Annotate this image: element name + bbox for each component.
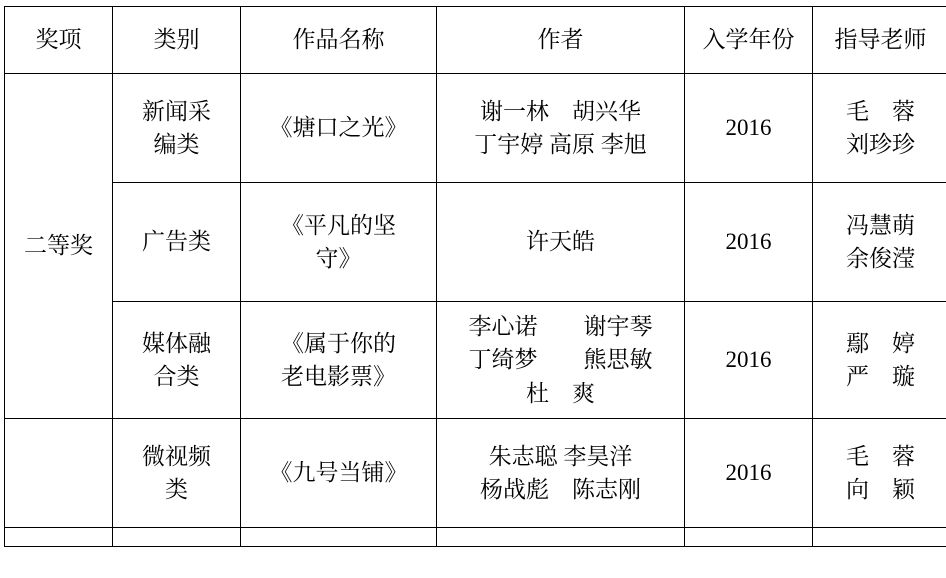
category-cell <box>113 302 241 419</box>
award-group-cell-empty <box>5 419 113 528</box>
advisor-line: 鄢 婷 <box>846 330 915 356</box>
enrollment-year-cell: 2016 <box>685 183 813 302</box>
table-row <box>5 302 946 419</box>
advisor-line: 毛 蓉 <box>846 443 915 469</box>
category-cell <box>113 183 241 302</box>
column-header-enrollment-year: 入学年份 <box>685 7 813 74</box>
author-line: 谢一林 胡兴华 <box>480 98 641 124</box>
table-row <box>5 419 946 528</box>
work-title-cell <box>241 302 437 419</box>
column-header-award: 奖项 <box>5 7 113 74</box>
table-row <box>5 74 946 183</box>
category-cell <box>113 419 241 528</box>
category-line: 编类 <box>153 132 200 157</box>
author-cell <box>437 183 685 302</box>
advisor-cell <box>813 183 946 302</box>
enrollment-year-cell: 2016 <box>685 419 813 528</box>
advisor-line: 毛 蓉 <box>846 98 915 124</box>
advisor-cell <box>813 302 946 419</box>
advisor-line: 刘珍珍 <box>846 132 915 157</box>
work-title-line: 《属于你的 <box>281 330 396 356</box>
category-line: 微视频 <box>142 443 211 469</box>
advisor-cell <box>813 74 946 183</box>
award-table <box>4 6 946 547</box>
work-title-line: 《平凡的坚 <box>281 212 396 238</box>
clipped-cell <box>5 528 113 547</box>
advisor-line: 向 颖 <box>846 477 915 502</box>
enrollment-year-cell: 2016 <box>685 302 813 419</box>
clipped-cell <box>113 528 241 547</box>
advisor-line: 严 璇 <box>846 364 915 389</box>
award-group-cell: 二等奖 <box>5 74 113 419</box>
category-line: 合类 <box>153 364 200 389</box>
author-cell <box>437 302 685 419</box>
enrollment-year-cell: 2016 <box>685 74 813 183</box>
author-line: 丁宇婷 高原 李旭 <box>474 132 647 157</box>
column-header-advisor: 指导老师 <box>813 7 946 74</box>
work-title-line: 守》 <box>315 246 362 271</box>
category-cell <box>113 74 241 183</box>
work-title-line: 《塘口之光》 <box>269 115 408 141</box>
table-header-row <box>5 7 946 74</box>
clipped-cell <box>685 528 813 547</box>
table-row-clipped <box>5 528 946 547</box>
author-line: 许天皓 <box>526 229 595 255</box>
category-line: 新闻采 <box>142 98 211 124</box>
author-line: 丁绮梦 熊思敏 <box>468 347 653 373</box>
category-line: 媒体融 <box>142 330 211 356</box>
author-cell <box>437 74 685 183</box>
table-header <box>5 7 946 74</box>
author-line: 杨战彪 陈志刚 <box>480 477 641 502</box>
author-line: 杜 爽 <box>526 380 595 406</box>
work-title-cell <box>241 74 437 183</box>
column-header-author: 作者 <box>437 7 685 74</box>
author-line: 朱志聪 李昊洋 <box>488 443 633 469</box>
category-line: 广告类 <box>142 229 211 255</box>
column-header-work-title: 作品名称 <box>241 7 437 74</box>
table-row <box>5 183 946 302</box>
advisor-line: 余俊滢 <box>846 246 915 271</box>
author-line: 李心诺 谢宇琴 <box>468 313 653 339</box>
author-cell <box>437 419 685 528</box>
work-title-cell <box>241 419 437 528</box>
advisor-cell <box>813 419 946 528</box>
advisor-line: 冯慧萌 <box>846 212 915 238</box>
work-title-line: 《九号当铺》 <box>269 460 408 486</box>
work-title-cell <box>241 183 437 302</box>
table-body <box>5 74 946 547</box>
column-header-category: 类别 <box>113 7 241 74</box>
category-line: 类 <box>165 477 188 502</box>
clipped-cell <box>813 528 946 547</box>
work-title-line: 老电影票》 <box>281 364 396 389</box>
clipped-cell <box>437 528 685 547</box>
clipped-cell <box>241 528 437 547</box>
